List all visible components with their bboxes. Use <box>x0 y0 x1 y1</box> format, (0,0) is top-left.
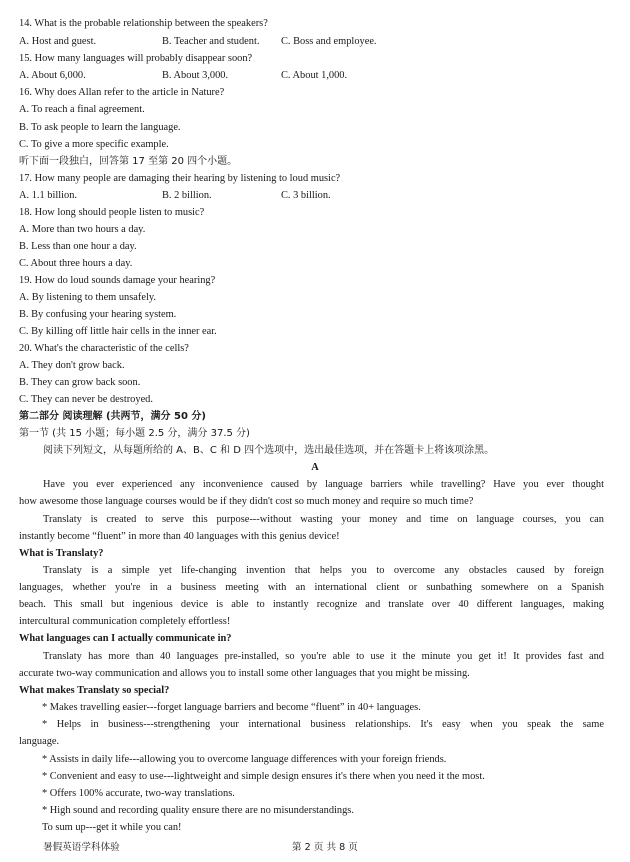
bullet-convenient: * Convenient and easy to use---lightweight and simple design ensures it's there when you need it the most. <box>42 771 485 782</box>
paragraph-3-line-1: Translaty is a simple yet life-changing invention that helps you to overcome any obstacles caused by foreign <box>43 565 604 576</box>
bullet-daily-life: * Assists in daily life---allowing you to overcome language differences with your foreign friends. <box>42 754 447 765</box>
passage-label: A <box>311 462 319 473</box>
bullet-sound-quality: * High sound and recording quality ensure there are no misunderstandings. <box>42 805 354 816</box>
paragraph-1-line-1: Have you ever experienced any inconvenience caused by language barriers while travelling? Have you ever thought <box>43 479 604 490</box>
question-16-option-b: B. To ask people to learn the language. <box>19 122 181 133</box>
question-17-options <box>19 189 331 202</box>
option-b: B. Teacher and student. <box>162 36 260 47</box>
option-c: C. Boss and employee. <box>281 36 377 47</box>
option-c: C. 3 billion. <box>281 190 331 201</box>
paragraph-3-line-2: languages, whether you're in a business meeting with an international client or sunbathing somewhere on a Spanish <box>19 582 604 593</box>
option-a: A. Host and guest. <box>19 36 97 47</box>
question-19-stem: 19. How do loud sounds damage your hearing? <box>19 275 216 286</box>
question-20-stem: 20. What's the characteristic of the cells? <box>19 343 189 354</box>
footer-subject: 暑假英语学科体验 <box>43 842 120 853</box>
question-18-option-a: A. More than two hours a day. <box>19 224 146 235</box>
closing-line: To sum up---get it while you can! <box>42 822 182 833</box>
question-19-option-a: A. By listening to them unsafely. <box>19 292 156 303</box>
paragraph-2-line-2: instantly become “fluent” in more than 40 languages with this genius device! <box>19 531 340 542</box>
paragraph-4-line-1: Translaty has more than 40 languages pre-installed, so you're able to use it the minute you get it! It provides fast and <box>43 651 604 662</box>
subheading-languages: What languages can I actually communicate in? <box>19 633 232 644</box>
option-a: A. About 6,000. <box>19 70 86 81</box>
question-14-stem: 14. What is the probable relationship between the speakers? <box>19 18 268 29</box>
bullet-business-line-1: * Helps in business---strengthening your international business relationships. It's easy when you speak the same <box>42 719 604 730</box>
paragraph-2-line-1: Translaty is created to serve this purpose---without wasting your money and time on language courses, you can <box>43 514 604 525</box>
paragraph-4-line-2: accurate two-way communication and allows you to install some other languages that you might be missing. <box>19 668 470 679</box>
subheading-special: What makes Translaty so special? <box>19 685 170 696</box>
question-19-option-c: C. By killing off little hair cells in the inner ear. <box>19 326 217 337</box>
question-19-option-b: B. By confusing your hearing system. <box>19 309 177 320</box>
option-b: B. 2 billion. <box>162 190 212 201</box>
question-16-option-c: C. To give a more specific example. <box>19 139 169 150</box>
question-20-option-b: B. They can grow back soon. <box>19 377 141 388</box>
paragraph-3-line-4: intercultural communication completely effortless! <box>19 616 231 627</box>
listening-instruction: 听下面一段独白，回答第 17 至第 20 四个小题。 <box>19 156 238 167</box>
question-20-option-c: C. They can never be destroyed. <box>19 394 153 405</box>
question-15-options <box>19 69 347 82</box>
subheading-what-is: What is Translaty? <box>19 548 104 559</box>
bullet-accurate: * Offers 100% accurate, two-way translations. <box>42 788 235 799</box>
bullet-travel: * Makes travelling easier---forget language barriers and become “fluent” in 40+ languages. <box>42 702 421 713</box>
paragraph-1-line-2: how awesome those language courses would be if they didn't cost so much money and require so much time? <box>19 496 474 507</box>
section1-heading: 第一节 (共 15 小题；每小题 2.5 分，满分 37.5 分) <box>19 428 250 439</box>
footer-page-number: 第 2 页 共 8 页 <box>292 842 358 853</box>
question-20-option-a: A. They don't grow back. <box>19 360 125 371</box>
question-16-option-a: A. To reach a final agreement. <box>19 104 145 115</box>
part2-heading: 第二部分 阅读理解 (共两节，满分 50 分) <box>19 411 206 422</box>
question-15-stem: 15. How many languages will probably disappear soon? <box>19 53 253 64</box>
question-18-option-c: C. About three hours a day. <box>19 258 133 269</box>
option-a: A. 1.1 billion. <box>19 190 78 201</box>
option-c: C. About 1,000. <box>281 70 348 81</box>
question-14-options <box>19 35 377 48</box>
paragraph-3-line-3: beach. This small but ingenious device is able to instantly recognize and translate over 40 different languages, making <box>19 599 604 610</box>
question-18-option-b: B. Less than one hour a day. <box>19 241 137 252</box>
reading-instruction: 阅读下列短文，从每题所给的 A、B、C 和 D 四个选项中，选出最佳选项，并在答题卡上将该项涂黑。 <box>43 445 495 456</box>
bullet-business-line-2: language. <box>19 736 60 747</box>
question-18-stem: 18. How long should people listen to music? <box>19 207 205 218</box>
option-b: B. About 3,000. <box>162 70 229 81</box>
question-16-stem: 16. Why does Allan refer to the article in Nature? <box>19 87 225 98</box>
question-17-stem: 17. How many people are damaging their hearing by listening to loud music? <box>19 173 341 184</box>
